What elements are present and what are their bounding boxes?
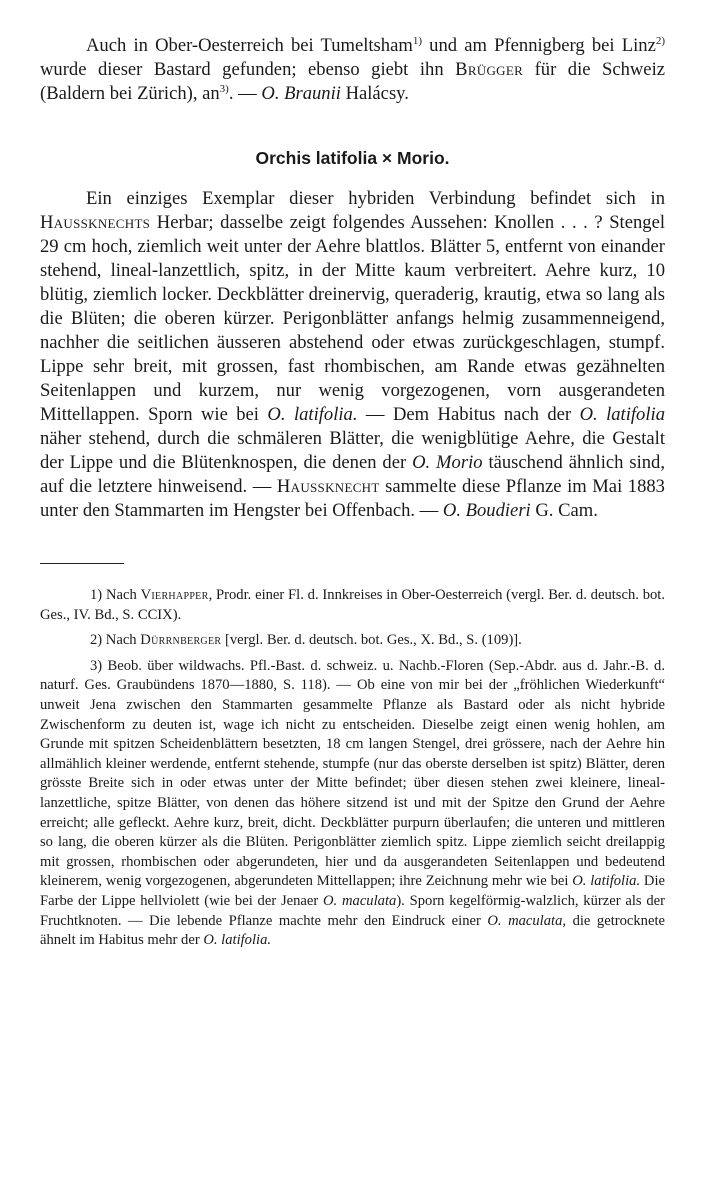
main-text: näher stehend, durch die schmäleren Blätter, die wenigblütige Aehre, die Gestalt der Lippe und die Blütenknospen, die denen der (40, 428, 665, 473)
footnote-text: , Prodr. einer Fl. d. Innkreises in Ober-Oesterreich (vergl. Ber. d. deutsch. bot. Ges., IV. Bd., S. CCIX). (40, 587, 665, 623)
author-name: Haussknecht (276, 476, 380, 497)
main-paragraph (40, 187, 665, 523)
main-text: täuschend ähnlich sind, auf die letztere hinweisend. — (40, 452, 665, 497)
intro-text: und am Pfennigberg bei Linz (421, 35, 656, 56)
taxon-name: O. latifolia. (267, 404, 358, 425)
footnote-text: 2) Nach (90, 632, 141, 649)
footnote-text: Die Farbe der Lippe hellviolett (wie bei der Jenaer (40, 873, 665, 909)
main-text: sammelte diese Pflanze im Mai 1883 unter den Stammarten im Hengster bei Offenbach. — (40, 476, 665, 521)
section-heading: Orchis latifolia × Morio. (255, 148, 450, 168)
footnote-ref-1[interactable]: 1) (412, 34, 422, 47)
footnote-text: ). Sporn kegelförmig-walzlich, kürzer als der Fruchtknoten. — Die lebende Pflanze machte mehr den Eindruck einer (40, 892, 665, 929)
footnote-2 (40, 631, 665, 651)
footnote-text: die getrocknete ähnelt im Habitus mehr der (40, 912, 665, 949)
taxon-name: O. latifolia. (572, 873, 641, 890)
intro-text: . — (228, 83, 262, 104)
footnote-ref-3[interactable]: 3) (219, 82, 229, 95)
main-text: Ein einziges Exemplar dieser hybriden Verbindung befindet sich in (86, 188, 665, 209)
footnote-divider (40, 563, 124, 564)
taxon-name: O. Boudieri (442, 500, 531, 521)
taxon-name: O. latifolia (579, 404, 665, 425)
main-text: Herbar; dasselbe zeigt folgendes Aussehen: Knollen . . . ? Stengel 29 cm hoch, ziemlich weit unter der Aehre blattlos. Blätter 5, entfernt von einander stehend, lineal-lanzettlich, spitz, in der Mitte kaum verbreitert. Aehre kurz, 10 blütig, ziemlich locker. Deckblätter dreinervig, queraderig, krautig, etwa so lang als die Blüten; die oberen kürzer. Perigonblätter anfangs helmig zusammenneigend, nachher die seitlichen äusseren abstehend oder etwas zurückgeschlagen, stumpf. Lippe sehr breit, mit grossen, fast rhombischen, am Rande etwas gezähnelten Seitenlappen und kurzem, nur wenig vorgezogenen, vorn ausgerandeten Mittellappen. Sporn wie bei (40, 212, 665, 425)
intro-paragraph (40, 34, 665, 106)
intro-text: Halácsy. (340, 83, 409, 104)
footnote-ref-2[interactable]: 2) (655, 34, 665, 47)
taxon-name: O. Braunii (261, 83, 341, 104)
author-name: Haussknechts (40, 212, 151, 233)
footnote-text: 3) Beob. über wildwachs. Pfl.-Bast. d. schweiz. u. Nachb.-Floren (Sep.-Abdr. aus d. Jahr.-B. d. naturf. Ges. Graubündens 1870—1880, S. 118). — Ob eine von mir bei der „fröhlichen Wiederkunft“ unweit Jena zwischen den Stammarten gesammelte Pflanze als Bastard oder als nicht hybride Zwischenform zu deuten ist, wage ich nicht zu entscheiden. Dieselbe zeigt einen wenig hohlen, am Grunde mit spitzen Scheidenblättern besetzten, 18 cm langen Stengel, drei grössere, nach der Aehre hin allmählich kleiner werdende, entfernt stehende, stumpfe (nur das oberste derselben ist spitz) Blätter, deren grösste Breite sich in oder etwas unter der Mitte befindet; über diesen stehen zwei kleinere, lineal-lanzettliche, spitze Blätter, von denen das höhere sitzend ist und mit der Spitze den Grund der Aehre erreicht; alle gefleckt. Aehre kurz, breit, dicht. Deckblätter purpurn überlaufen; die unteren und mittleren so lang, die oberen kürzer als die Blüten. Perigonblätter ziemlich spitz. Lippe ziemlich seicht dreilappig mit grossen, rhombischen oder abgerundeten, hier und da ausgerandeten Seitenlappen und bedeutend kleinerem, wenig vorgezogenen, abgerundeten Mittellappen; ihre Zeichnung mehr wie bei (40, 657, 665, 890)
intro-text: für die Schweiz (Baldern bei Zürich), an (40, 59, 665, 104)
author-name: Vierhapper (140, 587, 209, 603)
author-name: Brügger (455, 59, 524, 80)
taxon-name: O. maculata, (487, 912, 567, 929)
taxon-name: O. maculata (323, 892, 397, 909)
taxon-name: O. latifolia. (203, 932, 272, 949)
footnote-text: 1) Nach (90, 587, 141, 603)
intro-text: Auch in Ober-Oesterreich bei Tumeltsham (86, 35, 413, 56)
intro-text: wurde dieser Bastard gefunden; ebenso giebt ihn (40, 59, 456, 80)
footnote-3 (40, 657, 665, 951)
footnote-text: [vergl. Ber. d. deutsch. bot. Ges., X. Bd., S. (109)]. (221, 632, 522, 649)
taxon-name: O. Morio (412, 452, 483, 473)
author-name: Dürrnberger (140, 632, 222, 649)
main-text: G. Cam. (530, 500, 598, 521)
footnote-1 (40, 586, 665, 625)
main-text: — Dem Habitus nach der (357, 404, 580, 425)
